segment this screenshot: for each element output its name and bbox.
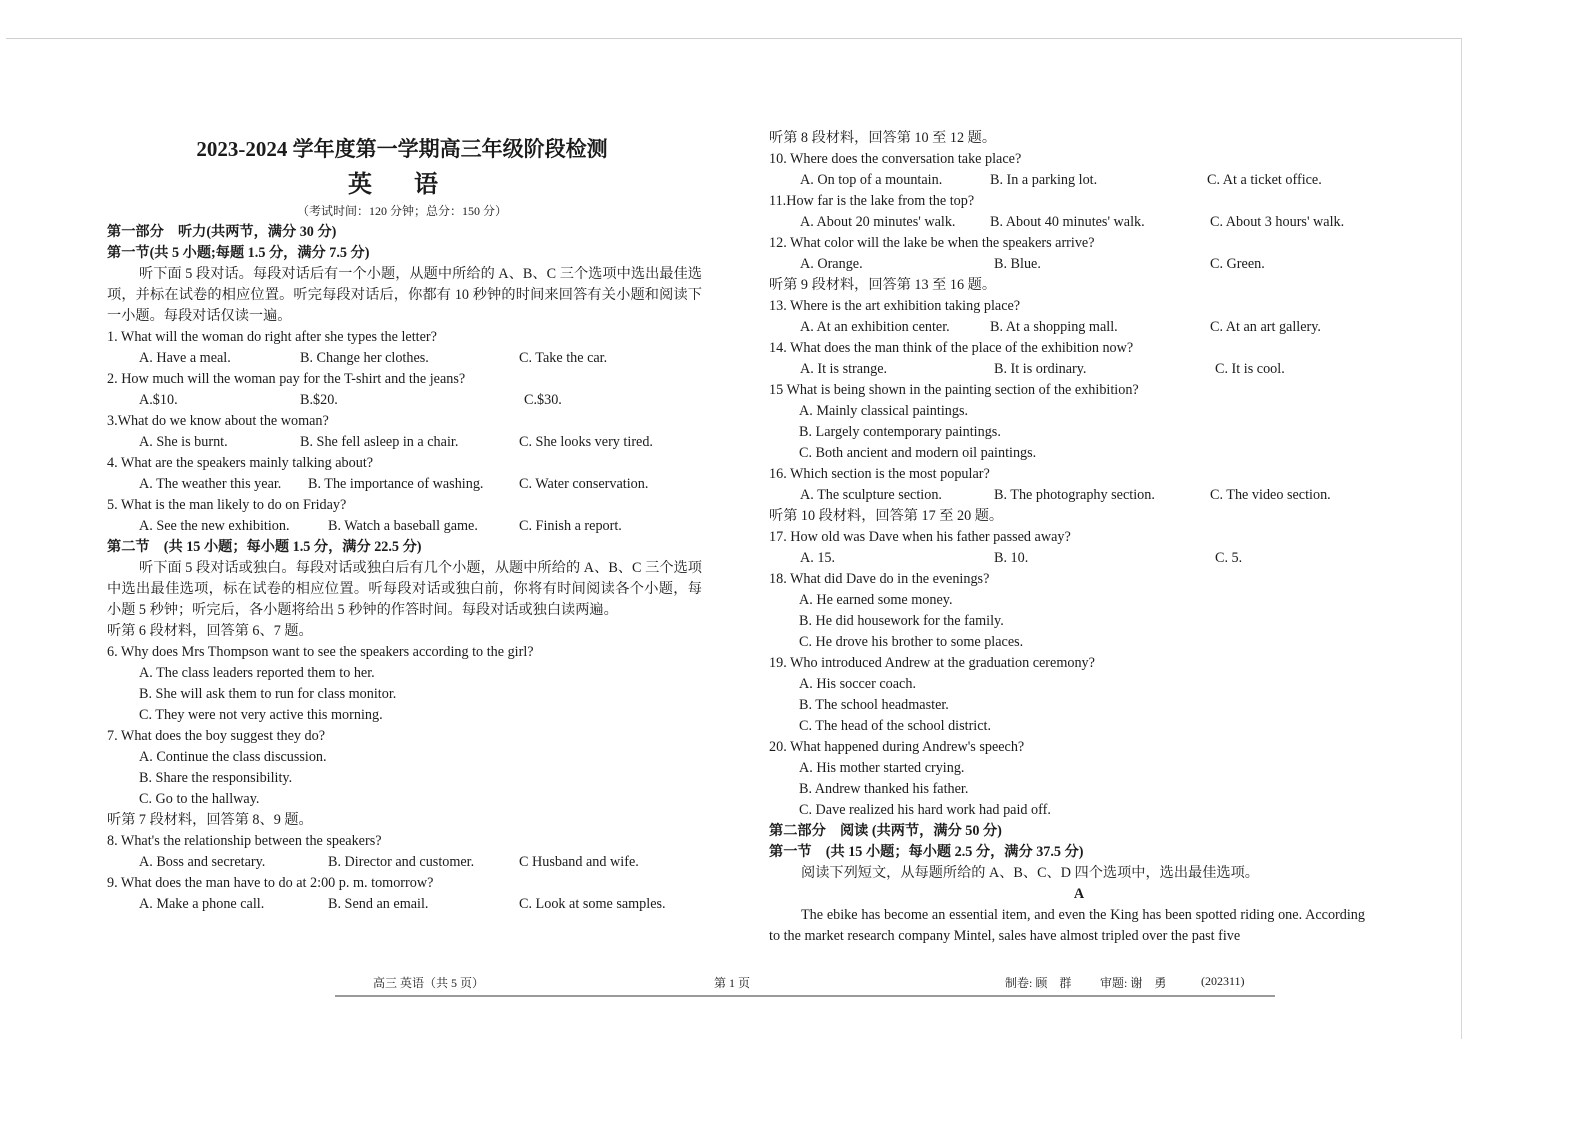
option-c: C.$30. xyxy=(524,392,562,408)
question-6: 6. Why does Mrs Thompson want to see the speakers according to the girl? xyxy=(107,644,534,660)
option-a: A. 15. xyxy=(800,550,836,566)
question-7-option-c: C. Go to the hallway. xyxy=(139,791,260,807)
question-16: 16. Which section is the most popular? xyxy=(769,466,990,482)
question-19-option-b: B. The school headmaster. xyxy=(799,697,949,713)
material-6-heading: 听第 6 段材料，回答第 6、7 题。 xyxy=(107,623,313,639)
option-a: A. Orange. xyxy=(800,256,863,272)
option-b: B. About 40 minutes' walk. xyxy=(990,214,1145,230)
option-b: B. In a parking lot. xyxy=(990,172,1098,188)
option-c: C. At a ticket office. xyxy=(1207,172,1322,188)
question-18-option-a: A. He earned some money. xyxy=(799,592,953,608)
question-12: 12. What color will the lake be when the speakers arrive? xyxy=(769,235,1095,251)
option-c: C. Finish a report. xyxy=(519,518,622,534)
question-15-option-c: C. Both ancient and modern oil paintings. xyxy=(799,445,1037,461)
question-14: 14. What does the man think of the place of the exhibition now? xyxy=(769,340,1134,356)
option-b: B. The importance of washing. xyxy=(308,476,484,492)
reading-instructions: 阅读下列短文，从每题所给的 A、B、C、D 四个选项中，选出最佳选项。 xyxy=(801,865,1259,881)
question-16-options xyxy=(769,485,1369,506)
option-c: C. It is cool. xyxy=(1215,361,1285,377)
question-4-options xyxy=(107,474,707,495)
question-6-option-a: A. The class leaders reported them to her. xyxy=(139,665,375,681)
question-6-option-b: B. She will ask them to run for class monitor. xyxy=(139,686,397,702)
section1-instructions: 听下面 5 段对话。每段对话后有一个小题，从题中所给的 A、B、C 三个选项中选出最佳选项，并标在试卷的相应位置。听完每段对话后，你都有 10 秒钟的时间来回答有关小题和阅读下一小题。每段对话仅读一遍。 xyxy=(107,266,702,324)
question-5-options xyxy=(107,516,707,537)
footer-code: (202311) xyxy=(1201,974,1245,988)
question-1: 1. What will the woman do right after she types the letter? xyxy=(107,329,437,345)
part2-heading: 第二部分 阅读 (共两节，满分 50 分) xyxy=(769,823,1002,839)
question-10-options xyxy=(769,170,1369,191)
option-a: A. She is burnt. xyxy=(139,434,228,450)
option-a: A. Make a phone call. xyxy=(139,896,265,912)
part1-heading: 第一部分 听力(共两节，满分 30 分) xyxy=(107,224,337,240)
option-c: C. 5. xyxy=(1215,550,1243,566)
question-2: 2. How much will the woman pay for the T-shirt and the jeans? xyxy=(107,371,466,387)
question-19-option-c: C. The head of the school district. xyxy=(799,718,992,734)
option-a: A. It is strange. xyxy=(800,361,888,377)
option-a: A. About 20 minutes' walk. xyxy=(800,214,956,230)
section1-heading: 第一节(共 5 小题;每题 1.5 分，满分 7.5 分) xyxy=(107,245,370,261)
question-18-option-b: B. He did housework for the family. xyxy=(799,613,1004,629)
material-8-heading: 听第 8 段材料，回答第 10 至 12 题。 xyxy=(769,130,997,146)
question-7-option-a: A. Continue the class discussion. xyxy=(139,749,327,765)
question-8: 8. What's the relationship between the speakers? xyxy=(107,833,382,849)
option-c: C. About 3 hours' walk. xyxy=(1210,214,1345,230)
option-c: C. The video section. xyxy=(1210,487,1331,503)
material-7-heading: 听第 7 段材料，回答第 8、9 题。 xyxy=(107,812,313,828)
material-10-heading: 听第 10 段材料，回答第 17 至 20 题。 xyxy=(769,508,1004,524)
option-c: C. Take the car. xyxy=(519,350,608,366)
option-c: C. Water conservation. xyxy=(519,476,649,492)
section2-instructions: 听下面 5 段对话或独白。每段对话或独白后有几个小题，从题中所给的 A、B、C 三个选项中选出最佳选项，标在试卷的相应位置。听每段对话或独白前，你将有时间阅读各个小题，每小题 5 秒钟；听完后，各小题将给出 5 秒钟的作答时间。每段对话或独白读两遍。 xyxy=(107,560,702,618)
footer-divider xyxy=(335,995,1275,997)
passage-letter: A xyxy=(1073,886,1085,902)
left-column xyxy=(107,136,707,915)
option-b: B.$20. xyxy=(300,392,338,408)
question-2-options xyxy=(107,390,707,411)
option-a: A.$10. xyxy=(139,392,178,408)
option-a: A. On top of a mountain. xyxy=(800,172,943,188)
exam-info: （考试时间：120 分钟；总分：150 分） xyxy=(296,204,507,218)
question-17: 17. How old was Dave when his father passed away? xyxy=(769,529,1071,545)
option-b: B. Director and customer. xyxy=(328,854,475,870)
question-19-option-a: A. His soccer coach. xyxy=(799,676,916,692)
question-18: 18. What did Dave do in the evenings? xyxy=(769,571,990,587)
option-b: B. The photography section. xyxy=(994,487,1155,503)
question-20: 20. What happened during Andrew's speech? xyxy=(769,739,1025,755)
option-a: A. The sculpture section. xyxy=(800,487,942,503)
option-a: A. Have a meal. xyxy=(139,350,231,366)
question-20-option-a: A. His mother started crying. xyxy=(799,760,965,776)
question-7: 7. What does the boy suggest they do? xyxy=(107,728,326,744)
footer-subject: 高三 英语（共 5 页） xyxy=(373,976,485,990)
material-9-heading: 听第 9 段材料，回答第 13 至 16 题。 xyxy=(769,277,997,293)
question-17-options xyxy=(769,548,1369,569)
question-1-options xyxy=(107,348,707,369)
question-6-option-c: C. They were not very active this morning. xyxy=(139,707,383,723)
question-4: 4. What are the speakers mainly talking about? xyxy=(107,455,374,471)
question-5: 5. What is the man likely to do on Friday? xyxy=(107,497,347,513)
option-c: C Husband and wife. xyxy=(519,854,639,870)
question-11-options xyxy=(769,212,1369,233)
passage-a-text: The ebike has become an essential item, and even the King has been spotted riding one. According to the market research company Mintel, sales have almost tripled over the past five xyxy=(769,907,1365,944)
option-b: B. Blue. xyxy=(994,256,1041,272)
option-c: C. Green. xyxy=(1210,256,1265,272)
option-c: C. Look at some samples. xyxy=(519,896,666,912)
question-3-options xyxy=(107,432,707,453)
question-18-option-c: C. He drove his brother to some places. xyxy=(799,634,1024,650)
reading-section1-heading: 第一节 (共 15 小题；每小题 2.5 分，满分 37.5 分) xyxy=(769,844,1084,860)
question-7-option-b: B. Share the responsibility. xyxy=(139,770,293,786)
option-a: A. See the new exhibition. xyxy=(139,518,290,534)
option-a: A. At an exhibition center. xyxy=(800,319,950,335)
question-15-option-a: A. Mainly classical paintings. xyxy=(799,403,969,419)
option-a: A. The weather this year. xyxy=(139,476,282,492)
option-b: B. 10. xyxy=(994,550,1029,566)
option-c: C. At an art gallery. xyxy=(1210,319,1321,335)
option-b: B. It is ordinary. xyxy=(994,361,1087,377)
question-19: 19. Who introduced Andrew at the graduation ceremony? xyxy=(769,655,1095,671)
option-b: B. Change her clothes. xyxy=(300,350,429,366)
page-number: 第 1 页 xyxy=(714,976,751,990)
question-3: 3.What do we know about the woman? xyxy=(107,413,329,429)
option-c: C. She looks very tired. xyxy=(519,434,653,450)
option-b: B. She fell asleep in a chair. xyxy=(300,434,459,450)
question-11: 11.How far is the lake from the top? xyxy=(769,193,975,209)
question-8-options xyxy=(107,852,707,873)
option-b: B. Send an email. xyxy=(328,896,429,912)
option-b: B. At a shopping mall. xyxy=(990,319,1118,335)
question-12-options xyxy=(769,254,1369,275)
option-b: B. Watch a baseball game. xyxy=(328,518,478,534)
question-13: 13. Where is the art exhibition taking place? xyxy=(769,298,1021,314)
option-a: A. Boss and secretary. xyxy=(139,854,266,870)
section2-heading: 第二节 (共 15 小题；每小题 1.5 分，满分 22.5 分) xyxy=(107,539,422,555)
question-14-options xyxy=(769,359,1369,380)
question-20-option-c: C. Dave realized his hard work had paid off. xyxy=(799,802,1051,818)
page-title: 2023-2024 学年度第一学期高三年级阶段检测 xyxy=(196,137,608,161)
question-13-options xyxy=(769,317,1369,338)
question-9-options xyxy=(107,894,707,915)
subject-title: 英 语 xyxy=(348,172,456,198)
right-column xyxy=(769,128,1369,947)
question-10: 10. Where does the conversation take place? xyxy=(769,151,1022,167)
question-20-option-b: B. Andrew thanked his father. xyxy=(799,781,969,797)
question-15-option-b: B. Largely contemporary paintings. xyxy=(799,424,1001,440)
footer-review: 审题: 谢 勇 xyxy=(1100,976,1167,990)
question-9: 9. What does the man have to do at 2:00 p. m. tomorrow? xyxy=(107,875,434,891)
footer-prep: 制卷: 顾 群 xyxy=(1005,976,1072,990)
question-15: 15 What is being shown in the painting section of the exhibition? xyxy=(769,382,1139,398)
